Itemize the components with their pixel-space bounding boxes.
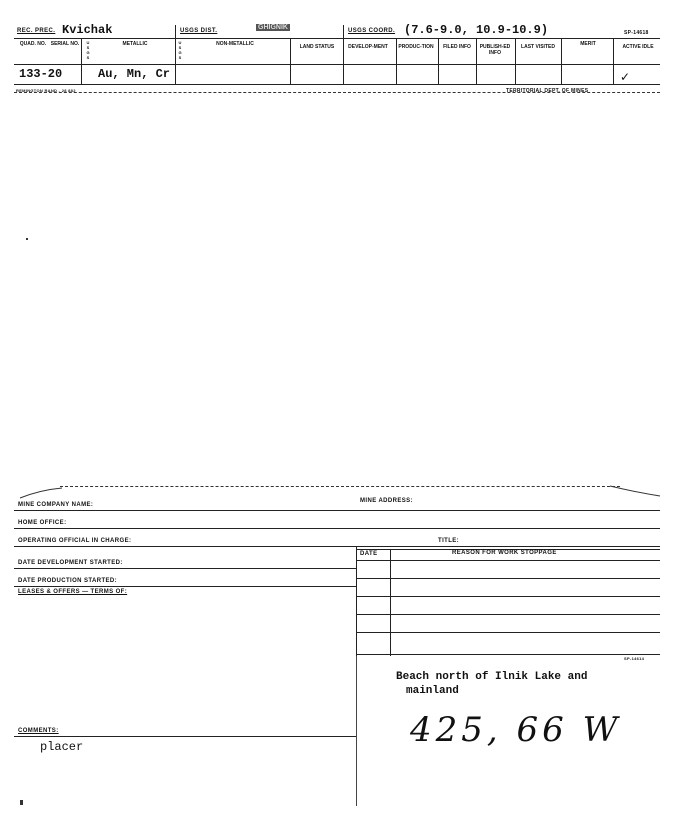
location-note-line2: mainland — [406, 685, 459, 697]
usgs-coord-label: USGS COORD. — [348, 28, 396, 34]
reason-col-header: REASON FOR WORK STOPPAGE — [452, 550, 557, 556]
speck — [20, 800, 23, 805]
mine-address-label: MINE ADDRESS: — [360, 498, 413, 504]
metallic-value: Au, Mn, Cr — [98, 67, 171, 81]
col-quad-no: QUAD. NO. — [19, 41, 47, 47]
footer-right: TERRITORIAL DEPT. OF MINES — [506, 88, 589, 94]
col-merit: MERIT — [580, 41, 596, 47]
checkmark-icon: ✓ — [620, 70, 631, 84]
card-edge-curve — [0, 480, 678, 500]
rec-prec-value: Kvichak — [62, 23, 113, 37]
comments-label: COMMENTS: — [18, 728, 59, 734]
date-col-header: DATE — [360, 551, 378, 557]
usgs-dist-label: USGS DIST. — [180, 28, 218, 34]
form-code-bottom: SP-14614 — [624, 656, 645, 661]
col-filed-info: FILED INFO — [443, 44, 471, 50]
comments-value: placer — [40, 740, 84, 754]
col-last-visited: LAST VISITED — [521, 44, 555, 50]
handwritten-number: 425, 66 W — [410, 710, 622, 750]
form-code-top: SP-14618 — [624, 30, 649, 36]
col-land-status: LAND STATUS — [299, 44, 335, 50]
col-metallic: METALLIC — [122, 41, 148, 47]
speck — [26, 238, 28, 240]
location-note-line1: Beach north of Ilnik Lake and — [396, 671, 588, 683]
home-office-label: HOME OFFICE: — [18, 520, 67, 526]
footer-left: REMINGTON RAND - 28 882 — [16, 88, 76, 93]
date-development-label: DATE DEVELOPMENT STARTED: — [18, 560, 123, 566]
operating-official-label: OPERATING OFFICIAL IN CHARGE: — [18, 538, 132, 544]
usgs-coord-value: (7.6-9.0, 10.9-10.9) — [404, 23, 549, 37]
col-usgs-side-1: U S G S — [86, 40, 90, 60]
col-active-idle: ACTIVE IDLE — [622, 44, 654, 50]
col-non-metallic: NON-METALLIC — [216, 41, 254, 47]
mine-company-label: MINE COMPANY NAME: — [18, 502, 94, 508]
rec-prec-label: REC. PREC. — [17, 28, 56, 34]
col-usgs-side-2: U S G S — [178, 40, 182, 60]
col-published-info: PUBLISH-ED INFO — [479, 44, 511, 56]
col-production: PRODUC-TION — [398, 44, 434, 50]
quad-serial-value: 133-20 — [19, 67, 63, 81]
usgs-dist-value: GHIGNIK — [258, 24, 288, 31]
leases-label: LEASES & OFFERS — TERMS OF: — [18, 589, 128, 595]
col-serial-no: SERIAL NO. — [50, 41, 80, 47]
date-production-label: DATE PRODUCTION STARTED: — [18, 578, 118, 584]
col-development: DEVELOP-MENT — [348, 44, 388, 50]
title-label: TITLE: — [438, 538, 460, 544]
